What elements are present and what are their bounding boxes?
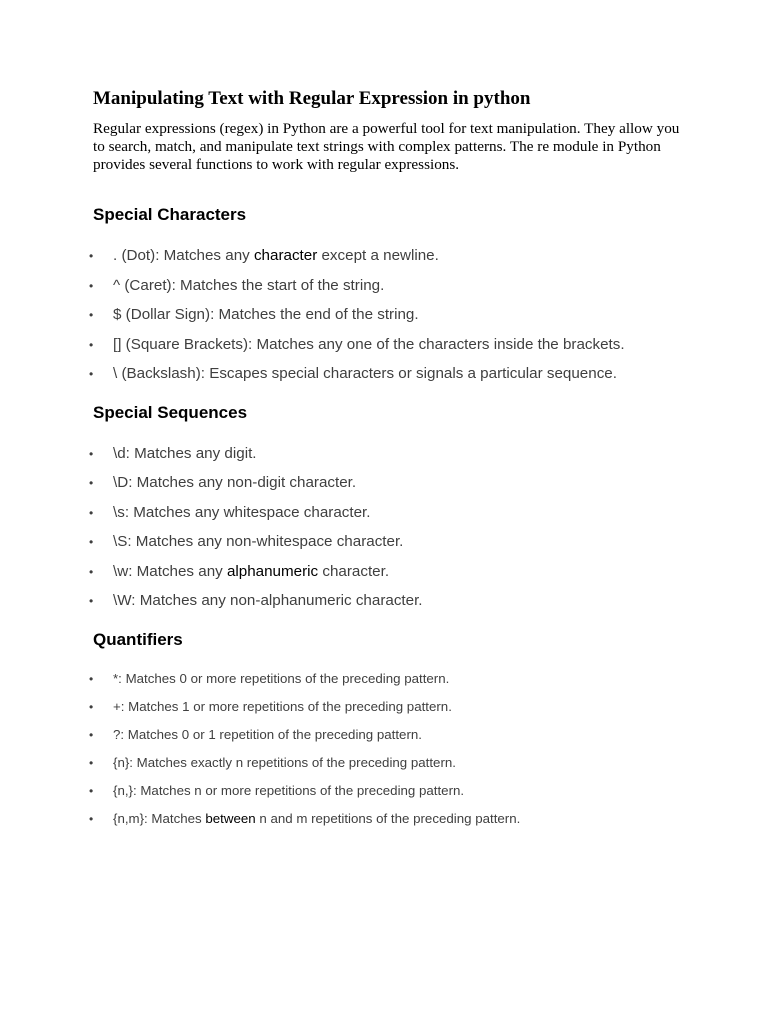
list-item — [89, 755, 683, 783]
list-item-text: \d: Matches any digit. — [113, 444, 257, 462]
intro-paragraph: Regular expressions (regex) in Python are a powerful tool for text manipulation. They allow you to search, match, and manipulate text strings with complex patterns. The re module in Python provides several functions to work with regular expressions. — [93, 120, 680, 173]
list-item — [89, 783, 683, 811]
bullet-icon: • — [89, 727, 94, 742]
list-item — [89, 364, 683, 394]
section-heading-special-sequences: Special Sequences — [93, 402, 248, 422]
bullet-icon: • — [89, 337, 94, 352]
list-item-text: \D: Matches any non-digit character. — [113, 474, 357, 491]
list-item-text: {n,m}: Matches — [113, 811, 206, 827]
list-item — [89, 503, 683, 533]
list-item — [89, 473, 683, 503]
list-item-text: *: Matches 0 or more repetitions of the preceding pattern. — [113, 670, 450, 686]
special-characters-list — [89, 246, 683, 394]
bullet-icon: • — [89, 594, 94, 608]
list-item-text: $ (Dollar Sign): Matches the end of the string. — [113, 306, 419, 323]
list-item — [89, 726, 683, 755]
list-item-text: ^ (Caret): Matches the start of the string. — [113, 276, 385, 294]
bullet-icon: • — [89, 756, 94, 771]
document-page — [89, 86, 683, 840]
list-item — [89, 532, 683, 562]
section-heading-special-characters: Special Characters — [93, 205, 247, 224]
bullet-icon: • — [89, 367, 94, 381]
section-heading-quantifiers: Quantifiers — [93, 629, 183, 649]
list-item — [89, 246, 683, 276]
bullet-icon: • — [89, 812, 94, 827]
bullet-icon: • — [89, 249, 94, 263]
bullet-icon: • — [89, 564, 94, 579]
list-item-text: \ (Backslash): Escapes special characters or signals a particular sequence. — [113, 365, 617, 382]
quantifiers-list — [89, 670, 683, 840]
list-item-text: \S: Matches any non-whitespace character. — [113, 533, 404, 550]
bullet-icon: • — [89, 476, 94, 490]
list-item — [89, 562, 683, 592]
bullet-icon: • — [89, 699, 94, 714]
list-item-text: {n}: Matches exactly n repetitions of the preceding pattern. — [113, 755, 456, 771]
list-item-text: \W: Matches any non-alphanumeric character. — [113, 592, 423, 609]
list-item — [89, 670, 683, 699]
list-item-text: \s: Matches any whitespace character. — [113, 503, 371, 521]
bullet-icon: • — [89, 278, 94, 293]
list-item-text: except a newline. — [317, 247, 439, 264]
list-item-text: [] (Square Brackets): Matches any one of the characters inside the brackets. — [113, 335, 625, 353]
highlighted-term: between — [205, 811, 256, 827]
document-title: Manipulating Text with Regular Expression in python — [93, 88, 531, 109]
highlighted-term: character — [253, 247, 318, 264]
bullet-icon: • — [89, 671, 94, 686]
list-item-text: {n,}: Matches n or more repetitions of the preceding pattern. — [113, 783, 465, 799]
special-sequences-list — [89, 444, 683, 621]
list-item — [89, 811, 683, 839]
highlighted-term: alphanumeric — [226, 562, 319, 580]
list-item-text: . (Dot): Matches any — [113, 247, 254, 264]
list-item — [89, 335, 683, 365]
bullet-icon: • — [89, 308, 94, 322]
list-item — [89, 276, 683, 306]
list-item — [89, 444, 683, 474]
bullet-icon: • — [89, 446, 94, 461]
list-item — [89, 591, 683, 621]
list-item-text: +: Matches 1 or more repetitions of the preceding pattern. — [113, 698, 452, 714]
list-item-text: character. — [318, 562, 390, 580]
list-item — [89, 698, 683, 727]
list-item-text: ?: Matches 0 or 1 repetition of the preceding pattern. — [113, 726, 422, 742]
list-item — [89, 305, 683, 335]
list-item-text: \w: Matches any — [113, 562, 227, 580]
bullet-icon: • — [89, 784, 94, 799]
bullet-icon: • — [89, 505, 94, 520]
bullet-icon: • — [89, 535, 94, 549]
list-item-text: n and m repetitions of the preceding pattern. — [255, 811, 521, 827]
